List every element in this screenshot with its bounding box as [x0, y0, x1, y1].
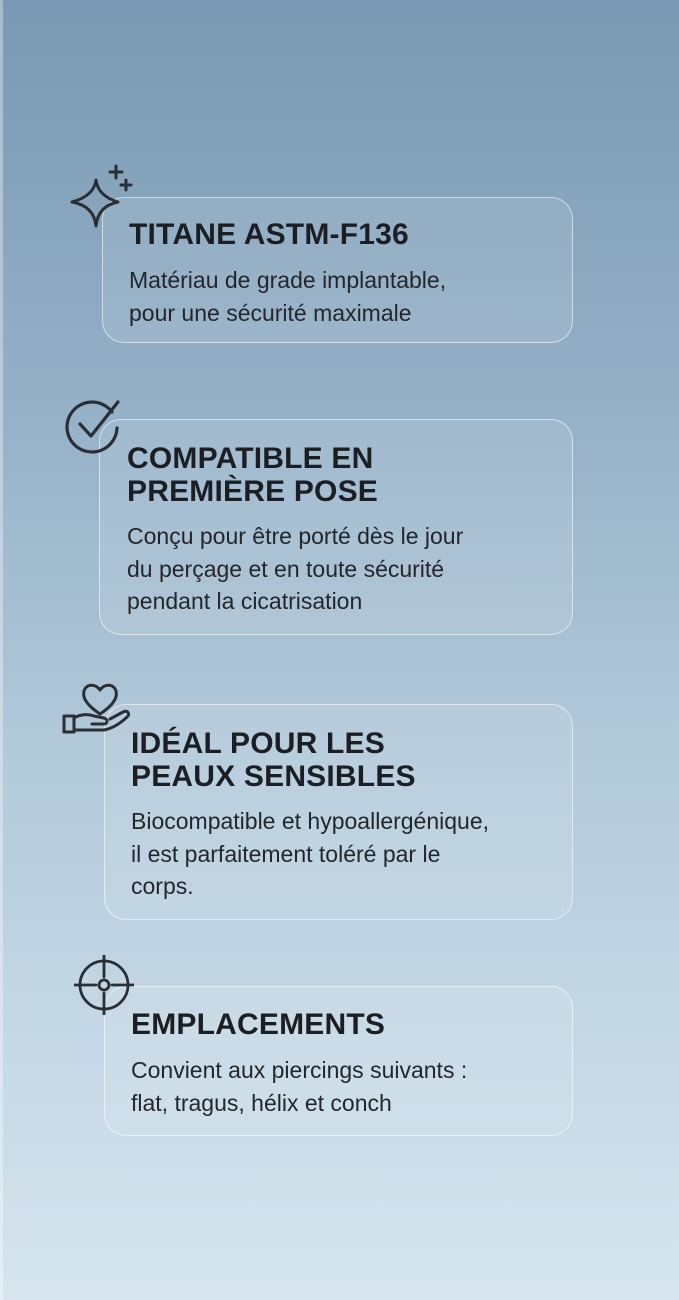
target-crosshair-icon: [74, 955, 134, 1015]
left-edge: [0, 0, 3, 1300]
feature-description: Biocompatible et hypoallergénique, il est parfaitement toléré par le corps.: [131, 808, 490, 899]
feature-card-compatible: [99, 419, 573, 635]
sparkle-icon: [66, 160, 138, 232]
feature-description: Matériau de grade implantable, pour une sécurité maximale: [129, 267, 447, 326]
feature-description: Convient aux piercings suivants : flat, tragus, hélix et conch: [131, 1057, 468, 1116]
heart-hand-icon: [60, 678, 134, 738]
feature-card-sensitive-skin: [104, 704, 573, 920]
feature-title: IDÉAL POUR LES PEAUX SENSIBLES: [131, 727, 416, 793]
feature-title: EMPLACEMENTS: [131, 1008, 386, 1041]
feature-description: Conçu pour être porté dès le jour du perçage et en toute sécurité pendant la cicatrisation: [127, 523, 464, 614]
feature-card-titane: [102, 197, 573, 343]
feature-card-locations: [104, 986, 573, 1136]
feature-title: COMPATIBLE EN PREMIÈRE POSE: [127, 442, 378, 508]
feature-title: TITANE ASTM-F136: [129, 218, 409, 251]
check-circle-icon: [62, 394, 126, 458]
